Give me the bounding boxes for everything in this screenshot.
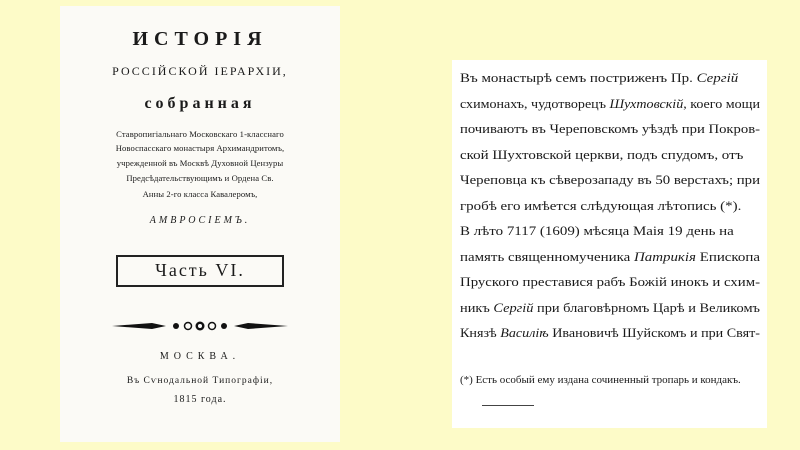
text-segment: схимонахъ, чудотворецъ xyxy=(460,95,610,111)
description-line-4: Предсѣдательствующимъ и Ордена Св. xyxy=(126,173,274,183)
publication-year: 1815 года. xyxy=(173,394,227,405)
text-segment: память священномученика xyxy=(460,248,634,264)
author-name: АМВРОСІЕМЪ. xyxy=(149,215,251,226)
description-line-1: Ставропигіальнаго Московскаго 1-класснаго xyxy=(116,129,284,139)
italic-name: Василіѣ xyxy=(500,325,549,340)
footnote: (*) Есть особый ему издана сочиненный тропарь и кондакъ. xyxy=(460,374,741,386)
text-segment: В лѣто 7117 (1609) мѣсяца Маія 19 день на xyxy=(460,223,734,238)
text-line xyxy=(460,272,760,292)
text-line xyxy=(460,196,741,216)
text-line xyxy=(460,221,734,241)
text-segment: , коего мощи xyxy=(683,95,760,111)
city: МОСКВА. xyxy=(159,351,241,362)
text-segment: никъ xyxy=(460,299,494,315)
text-line xyxy=(460,298,760,318)
title-page xyxy=(60,6,340,442)
italic-name: Сергій xyxy=(696,70,739,85)
text-page xyxy=(452,60,767,428)
italic-name: Сергій xyxy=(493,299,534,315)
ornament-divider xyxy=(112,319,288,333)
book-title: ИСТОРІЯ xyxy=(132,28,268,50)
text-segment: Череповца къ сѣверозападу въ 50 верстахъ; при xyxy=(460,172,760,187)
text-line xyxy=(460,119,760,139)
description-line-2: Новоспасскаго монастыря Архимандритомъ, xyxy=(115,143,285,153)
description-line-3: учрежденной въ Москвѣ Духовной Цензуры xyxy=(116,158,284,168)
text-line xyxy=(460,94,760,114)
part-label: Часть VI. xyxy=(155,260,245,280)
text-segment: гробѣ его имѣется слѣдующая лѣтопись (*). xyxy=(460,197,742,213)
text-segment: Ивановичѣ Шуйскомъ и при Свят- xyxy=(548,325,760,340)
text-line xyxy=(460,68,738,88)
text-segment: Князѣ xyxy=(460,325,501,340)
text-line xyxy=(460,323,760,343)
text-line xyxy=(460,247,760,267)
footnote-separator xyxy=(482,405,534,406)
printing-house: Въ Сѵнодальной Типографіи, xyxy=(126,376,274,386)
description-line-5: Анны 2-го класса Кавалеромъ, xyxy=(142,189,258,199)
text-segment: почиваютъ въ Череповскомъ уѣздѣ при Покров- xyxy=(460,121,760,136)
book-subtitle: РОССІЙСКОЙ ІЕРАРХІИ, xyxy=(112,64,288,78)
text-segment: Въ монастырѣ семъ постриженъ Пр. xyxy=(460,70,697,85)
italic-name: Патрикія xyxy=(633,248,696,264)
text-segment: Пруского преставися рабъ Божій инокъ и схим- xyxy=(460,274,760,289)
text-line xyxy=(460,145,743,165)
text-segment: при благовѣрномъ Царѣ и Великомъ xyxy=(533,299,760,315)
text-line xyxy=(460,170,760,190)
text-segment: ской Шухтовской церкви, подъ спудомъ, отъ xyxy=(460,146,744,162)
text-segment: Епископа xyxy=(695,248,760,264)
collected-by: собранная xyxy=(144,95,256,112)
italic-name: Шухтовскій xyxy=(609,95,684,111)
